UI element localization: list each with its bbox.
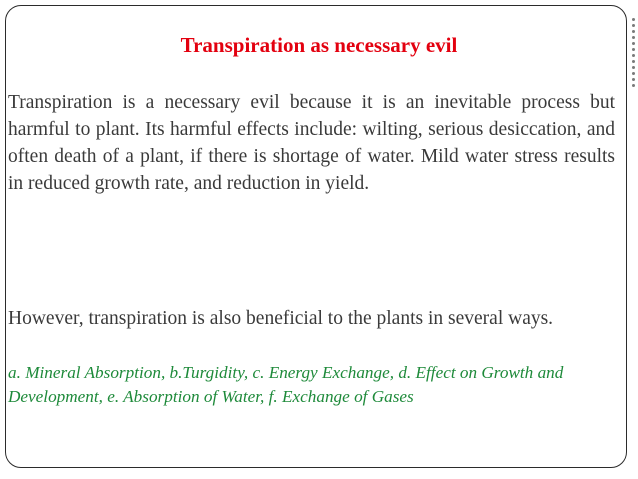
slide-title: Transpiration as necessary evil	[180, 33, 458, 57]
paragraph-harmful-effects: Transpiration is a necessary evil because it is an inevitable process but harmful to plant. Its harmful effects include: wilting, serious desiccation, and often death of a plant, if there is shortage of water. Mild water stress results in reduced growth rate, and reduction in yield.	[8, 92, 615, 194]
paragraph-beneficial: However, transpiration is also beneficial to the plants in several ways.	[8, 308, 554, 329]
benefits-list: a. Mineral Absorption, b.Turgidity, c. Energy Exchange, d. Effect on Growth and Development, e. Absorption of Water, f. Exchange of Gases	[8, 363, 564, 406]
